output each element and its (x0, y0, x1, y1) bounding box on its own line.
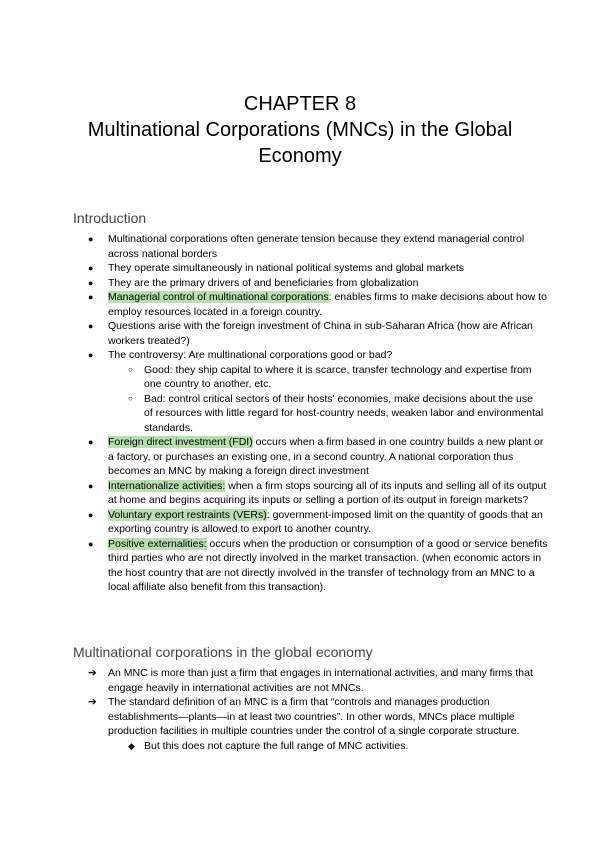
list-item: ➔ The standard definition of an MNC is a firm that “controls and manages production establishments—plants—in at least two countries”. In other words, MNCs place multiple production facilities in multiple countries under the control of a single corporate structure. (88, 696, 520, 737)
title-line: Economy (258, 145, 342, 167)
list-item: ● Questions arise with the foreign investment of China in sub-Saharan Africa (how are African workers treated?) (88, 320, 533, 347)
list-item: ● The controversy: Are multinational corporations good or bad? (88, 349, 393, 361)
bullet-icon: ● (88, 277, 94, 288)
bullet-icon: ● (88, 321, 94, 331)
chapter-title (0, 91, 600, 169)
title-line: Multinational Corporations (MNCs) in the Global (87, 119, 513, 141)
highlighted-term: Managerial control of multinational corporations (108, 291, 329, 303)
sub-list-item: ◆ But this does not capture the full range of MNC activities. (128, 739, 409, 752)
highlighted-term: Voluntary export restraints (VERs) (108, 508, 267, 521)
arrow-bullet-icon: ➔ (88, 696, 97, 708)
list-item: ● Internationalize activities: when a firm stops sourcing all of its inputs and selling all of its output at home and begins acquiring its inputs or selling a portion of its output in foreign markets? (88, 479, 547, 506)
global-economy-list (0, 666, 600, 753)
list-item: ● Managerial control of multinational corporations: enables firms to make decisions about how to employ resources located in a foreign country. (88, 291, 547, 318)
section-heading-global-economy: Multinational corporations in the global economy (73, 644, 373, 660)
bullet-icon: ● (88, 509, 94, 520)
list-item: ● Positive externalities: occurs when the production or consumption of a good or service benefits third parties who are not directly involved in the market transaction. (when economic actors in the host country that are not directly involved in the transfer of technology from an MNC to a local affiliate also benefit from this transaction). (88, 537, 548, 593)
section-heading-introduction: Introduction (73, 210, 147, 226)
bullet-icon: ● (88, 292, 94, 302)
sub-list-item: ○ Good: they ship capital to where it is scarce, transfer technology and expertise from one country to another, etc. (128, 363, 532, 390)
bullet-icon: ● (88, 437, 94, 447)
highlighted-term: Internationalize activities: (108, 479, 226, 492)
list-item: ● Voluntary export restraints (VERs): government-imposed limit on the quantity of goods that an exporting country is allowed to export to another country. (88, 508, 543, 535)
bullet-icon: ● (88, 234, 94, 244)
list-item: ● Foreign direct investment (FDI) occurs when a firm based in one country builds a new plant or a factory, or purchases an existing one, in a second country. A national corporation thus becomes an MNC by making a foreign direct investment (88, 436, 544, 477)
bullet-icon: ● (88, 538, 94, 549)
bullet-icon: ● (88, 350, 94, 360)
circle-bullet-icon: ○ (128, 364, 133, 374)
diamond-bullet-icon: ◆ (128, 740, 135, 751)
title-line: CHAPTER 8 (243, 93, 357, 115)
circle-bullet-icon: ○ (128, 393, 133, 403)
highlighted-term: Positive externalities: (108, 537, 207, 550)
list-item: ➔ An MNC is more than just a firm that engages in international activities, and many firms that engage heavily in international activities are not MNCs. (88, 667, 533, 694)
list-item: ● They operate simultaneously in national political systems and global markets (88, 262, 465, 274)
sub-list-item: ○ Bad: control critical sectors of their hosts' economies, make decisions about the use of resources with little regard for host-country needs, weaken labor and environmental standards. (128, 392, 544, 434)
bullet-icon: ● (88, 480, 94, 491)
arrow-bullet-icon: ➔ (88, 667, 97, 679)
highlighted-term: Foreign direct investment (FDI) (108, 436, 253, 448)
list-item: ● They are the primary drivers of and beneficiaries from globalization (88, 276, 419, 289)
introduction-list (0, 232, 600, 595)
list-item: ● Multinational corporations often generate tension because they extend managerial control across national borders (88, 233, 525, 260)
bullet-icon: ● (88, 263, 94, 273)
